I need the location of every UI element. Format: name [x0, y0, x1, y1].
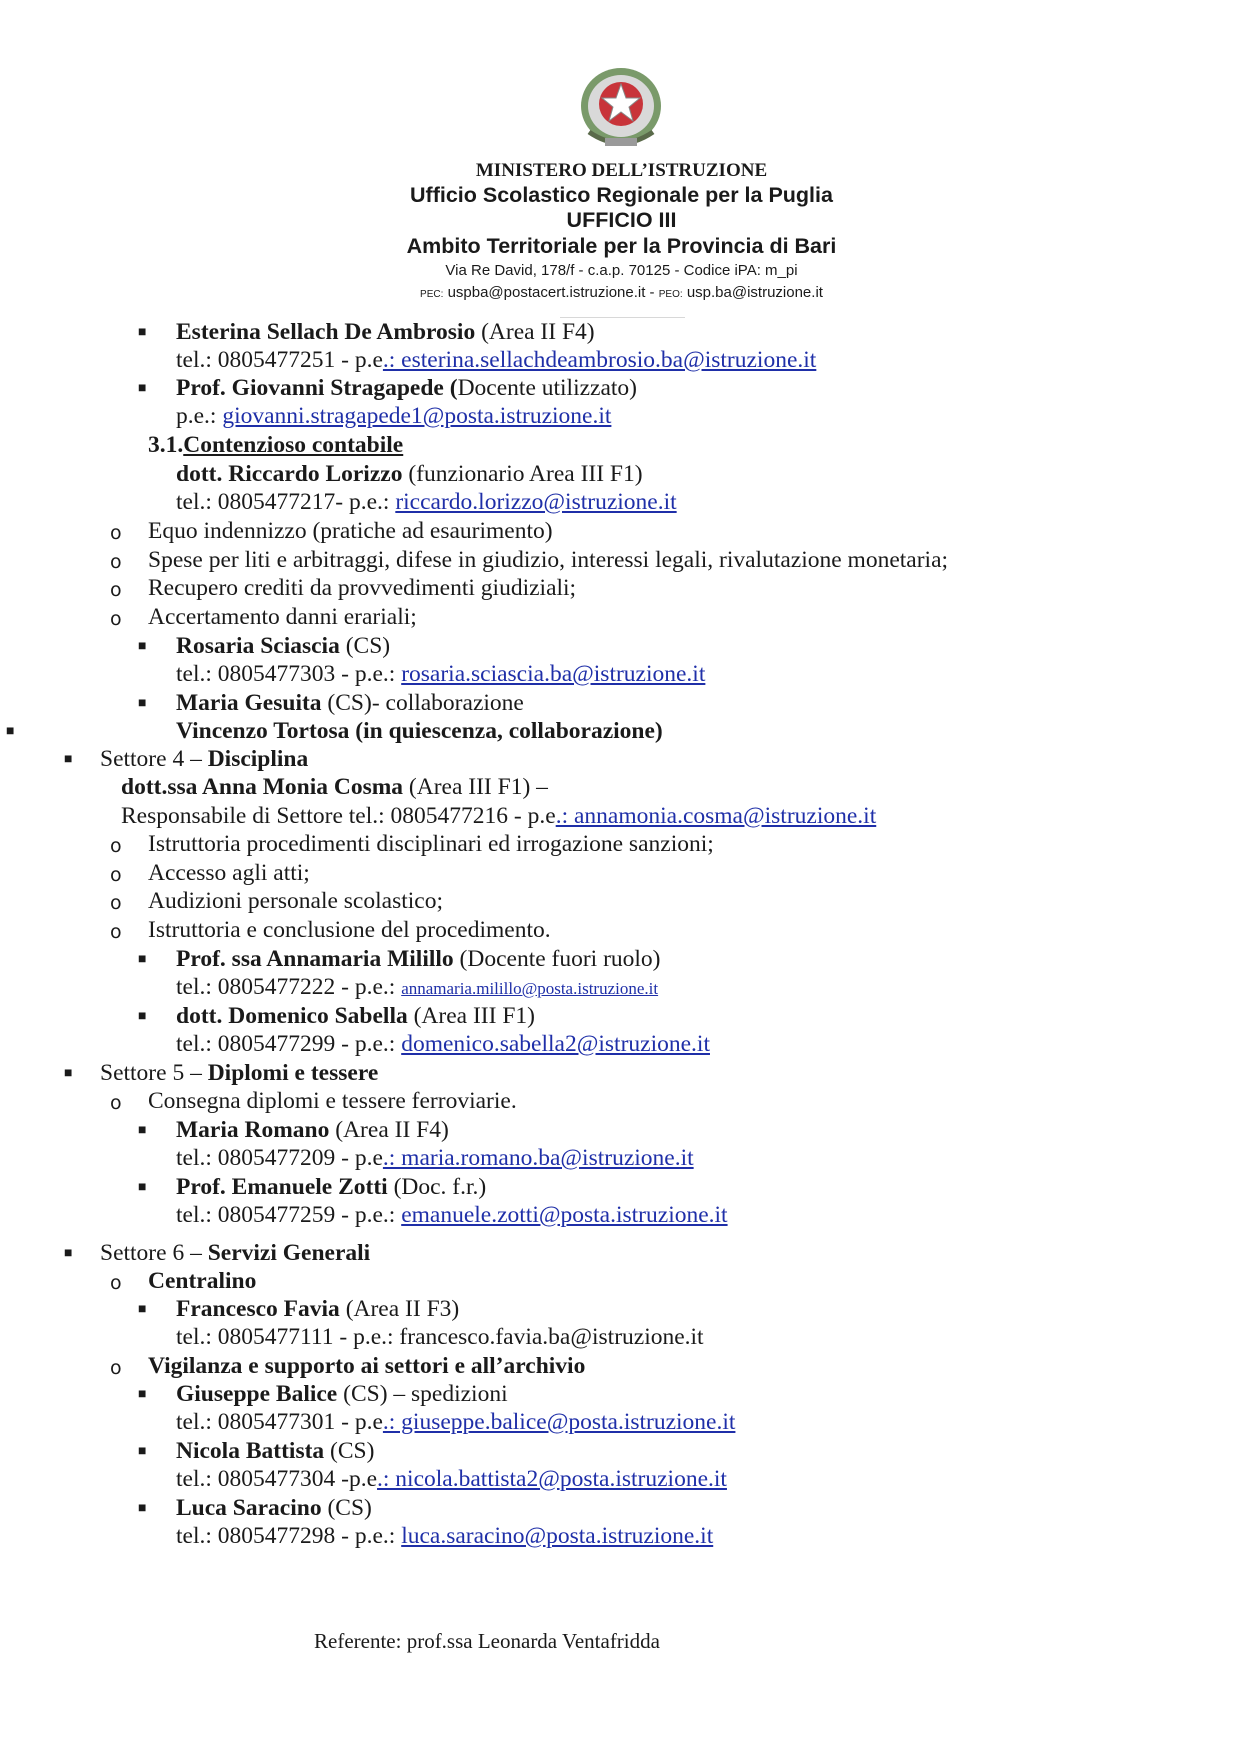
person-name: dott. Riccardo Lorizzo	[176, 461, 403, 487]
pec-label: PEC:	[420, 289, 444, 300]
task-item: Istruttoria procedimenti disciplinari ed irrogazione sanzioni;	[148, 831, 714, 857]
contacts-line	[0, 284, 1243, 301]
phone-text: tel.: 0805477222 - p.e.:	[176, 974, 402, 1000]
task-item: Accertamento danni erariali;	[148, 604, 417, 630]
referente-footer: Referente: prof.ssa Leonarda Ventafridda	[314, 1629, 660, 1653]
person-role: (Area II F4)	[475, 319, 595, 345]
phone-text: tel.: 0805477303 - p.e.:	[176, 661, 402, 687]
person-role: (CS) – spedizioni	[337, 1381, 508, 1407]
contact-line	[176, 1522, 713, 1550]
person-role: (funzionario Area III F1)	[402, 461, 643, 487]
person-name: Prof. Emanuele Zotti	[176, 1174, 388, 1200]
person-entry	[176, 1295, 459, 1323]
square-bullet-icon: ■	[138, 952, 147, 967]
circle-bullet-icon: o	[110, 608, 122, 630]
phone-text: Responsabile di Settore tel.: 0805477216 - p.e	[121, 803, 556, 829]
phone-text: tel.: 0805477259 - p.e.:	[176, 1202, 402, 1228]
person-role: (CS)- collaborazione	[321, 690, 524, 716]
person-name: Maria Gesuita	[176, 690, 322, 716]
section-responsible	[176, 460, 643, 488]
email-link[interactable]: emanuele.zotti@posta.istruzione.it	[401, 1202, 728, 1228]
square-bullet-icon: ■	[138, 1302, 147, 1317]
person-name: Maria Romano	[176, 1117, 330, 1143]
person-entry	[176, 1494, 372, 1522]
person-entry	[176, 945, 661, 973]
square-bullet-icon: ■	[138, 1501, 147, 1516]
task-item: Istruttoria e conclusione del procedimento.	[148, 917, 551, 943]
circle-bullet-icon: o	[110, 835, 122, 857]
subsection-title: Vigilanza e supporto ai settori e all’archivio	[148, 1353, 586, 1379]
square-bullet-icon: ■	[138, 1180, 147, 1195]
person-role: (Docente fuori ruolo)	[453, 946, 661, 972]
person-name: Prof. ssa Annamaria Milillo	[176, 946, 454, 972]
contact-line	[176, 402, 611, 430]
email-link[interactable]: annamaria.milillo@posta.istruzione.it	[401, 979, 659, 998]
ambito-title: Ambito Territoriale per la Provincia di Bari	[406, 234, 837, 258]
square-bullet-icon: ■	[138, 639, 147, 654]
task-item: Consegna diplomi e tessere ferroviarie.	[148, 1088, 517, 1114]
contact-line: tel.: 0805477111 - p.e.: francesco.favia.ba@istruzione.it	[176, 1324, 704, 1350]
person-entry	[176, 1002, 535, 1030]
phone-text: tel.: 0805477299 - p.e.:	[176, 1031, 402, 1057]
sector-heading-5	[100, 1059, 378, 1087]
circle-bullet-icon: o	[110, 921, 122, 943]
person-name: dott.ssa Anna Monia Cosma	[121, 774, 404, 800]
square-bullet-icon: ■	[64, 752, 73, 767]
person-role: (CS)	[339, 633, 391, 659]
person-name: Nicola Battista	[176, 1438, 325, 1464]
circle-bullet-icon: o	[110, 551, 122, 573]
person-role: (CS)	[321, 1495, 372, 1521]
contact-line	[176, 1201, 728, 1229]
square-bullet-icon: ■	[6, 724, 15, 739]
circle-bullet-icon: o	[110, 522, 122, 544]
contact-line	[176, 1030, 710, 1058]
person-role: Docente utilizzato)	[457, 375, 638, 401]
person-name: Esterina Sellach De Ambrosio	[176, 319, 476, 345]
sector-heading-4	[100, 745, 308, 773]
contacts-separator: -	[645, 284, 659, 301]
email-link[interactable]: .: giuseppe.balice@posta.istruzione.it	[382, 1409, 736, 1435]
email-link[interactable]: .: esterina.sellachdeambrosio.ba@istruzione.it	[382, 347, 817, 373]
square-bullet-icon: ■	[138, 1123, 147, 1138]
email-link[interactable]: rosaria.sciascia.ba@istruzione.it	[401, 661, 706, 687]
sector-prefix: Settore 5 –	[100, 1060, 208, 1086]
phone-text: tel.: 0805477304 -p.e	[176, 1466, 378, 1492]
task-item: Accesso agli atti;	[148, 860, 310, 886]
pec-email[interactable]: uspba@postacert.istruzione.it	[447, 284, 646, 301]
sector-title: Diplomi e tessere	[207, 1060, 379, 1086]
circle-bullet-icon: o	[110, 864, 122, 886]
contact-line	[176, 1408, 735, 1436]
task-item: Equo indennizzo (pratiche ad esaurimento)	[148, 518, 553, 544]
person-entry	[176, 1173, 486, 1201]
circle-bullet-icon: o	[110, 1092, 122, 1114]
task-item: Recupero crediti da provvedimenti giudiziali;	[148, 575, 577, 601]
circle-bullet-icon: o	[110, 1357, 122, 1379]
contact-line	[176, 973, 658, 1003]
person-name: Prof. Giovanni Stragapede (	[176, 375, 458, 401]
contact-line	[176, 1465, 727, 1493]
sector-prefix: Settore 6 –	[100, 1240, 208, 1266]
square-bullet-icon: ■	[64, 1246, 73, 1261]
phone-text: tel.: 0805477301 - p.e	[176, 1409, 383, 1435]
sector-title: Servizi Generali	[207, 1240, 371, 1266]
email-link[interactable]: giovanni.stragapede1@posta.istruzione.it	[222, 403, 612, 429]
peo-label: PEO:	[658, 289, 683, 300]
person-entry	[176, 318, 595, 346]
person-name: Giuseppe Balice	[176, 1381, 338, 1407]
sector-heading-6	[100, 1239, 370, 1267]
regional-office: Ufficio Scolastico Regionale per la Puglia	[410, 183, 833, 207]
email-label: p.e.:	[176, 403, 223, 429]
contact-line	[121, 802, 876, 830]
person-entry	[176, 1437, 374, 1465]
person-entry	[176, 374, 637, 402]
task-item: Audizioni personale scolastico;	[148, 888, 443, 914]
square-bullet-icon: ■	[138, 381, 147, 396]
person-name: dott. Domenico Sabella	[176, 1003, 408, 1029]
square-bullet-icon: ■	[138, 1387, 147, 1402]
circle-bullet-icon: o	[110, 579, 122, 601]
email-link[interactable]: .: maria.romano.ba@istruzione.it	[382, 1145, 694, 1171]
person-role: (Area II F4)	[329, 1117, 449, 1143]
person-role: (CS)	[324, 1438, 375, 1464]
sector-prefix: Settore 4 –	[100, 746, 208, 772]
square-bullet-icon: ■	[138, 325, 147, 340]
person-role: (Area III F1) –	[403, 774, 548, 800]
subsection-title: Centralino	[148, 1268, 257, 1294]
person-entry	[176, 689, 524, 717]
circle-bullet-icon: o	[110, 892, 122, 914]
square-bullet-icon: ■	[138, 1009, 147, 1024]
email-link[interactable]: .: annamonia.cosma@istruzione.it	[555, 803, 877, 829]
task-item: Spese per liti e arbitraggi, difese in giudizio, interessi legali, rivalutazione monetaria;	[148, 547, 949, 573]
phone-text: tel.: 0805477251 - p.e	[176, 347, 383, 373]
email-link[interactable]: riccardo.lorizzo@istruzione.it	[395, 489, 677, 515]
contact-line	[176, 488, 677, 516]
square-bullet-icon: ■	[64, 1066, 73, 1081]
italian-republic-emblem-icon	[571, 62, 671, 154]
section-title: Contenzioso contabile	[183, 432, 404, 458]
person-name: Francesco Favia	[176, 1296, 340, 1322]
person-role: (Area II F3)	[339, 1296, 460, 1322]
square-bullet-icon: ■	[138, 1444, 147, 1459]
office-number: UFFICIO III	[566, 208, 677, 232]
phone-text: tel.: 0805477217- p.e.:	[176, 489, 396, 515]
phone-text: tel.: 0805477298 - p.e.:	[176, 1523, 402, 1549]
ministry-name: MINISTERO DELL’ISTRUZIONE	[475, 160, 768, 181]
sector-responsible	[121, 773, 548, 801]
contact-line	[176, 660, 705, 688]
circle-bullet-icon: o	[110, 1272, 122, 1294]
email-link[interactable]: domenico.sabella2@istruzione.it	[401, 1031, 710, 1057]
section-heading-3-1	[148, 431, 403, 459]
person-entry	[176, 632, 390, 660]
phone-text: tel.: 0805477209 - p.e	[176, 1145, 383, 1171]
section-number: 3.1.	[148, 432, 184, 458]
person-role: (Doc. f.r.)	[387, 1174, 487, 1200]
person-role: (Area III F1)	[407, 1003, 535, 1029]
email-link[interactable]: .: nicola.battista2@posta.istruzione.it	[377, 1466, 727, 1492]
square-bullet-icon: ■	[138, 696, 147, 711]
person-name: Luca Saracino	[176, 1495, 322, 1521]
contact-line	[176, 1144, 694, 1172]
address-line: Via Re David, 178/f - c.a.p. 70125 - Codice iPA: m_pi	[445, 262, 798, 279]
person-entry	[176, 1380, 508, 1408]
person-name: Rosaria Sciascia	[176, 633, 340, 659]
person-entry	[176, 1116, 449, 1144]
contact-line	[176, 346, 816, 374]
person-entry: Vincenzo Tortosa (in quiescenza, collaborazione)	[176, 718, 663, 744]
sector-title: Disciplina	[207, 746, 309, 772]
email-link[interactable]: luca.saracino@posta.istruzione.it	[401, 1523, 714, 1549]
peo-email[interactable]: usp.ba@istruzione.it	[686, 284, 823, 301]
